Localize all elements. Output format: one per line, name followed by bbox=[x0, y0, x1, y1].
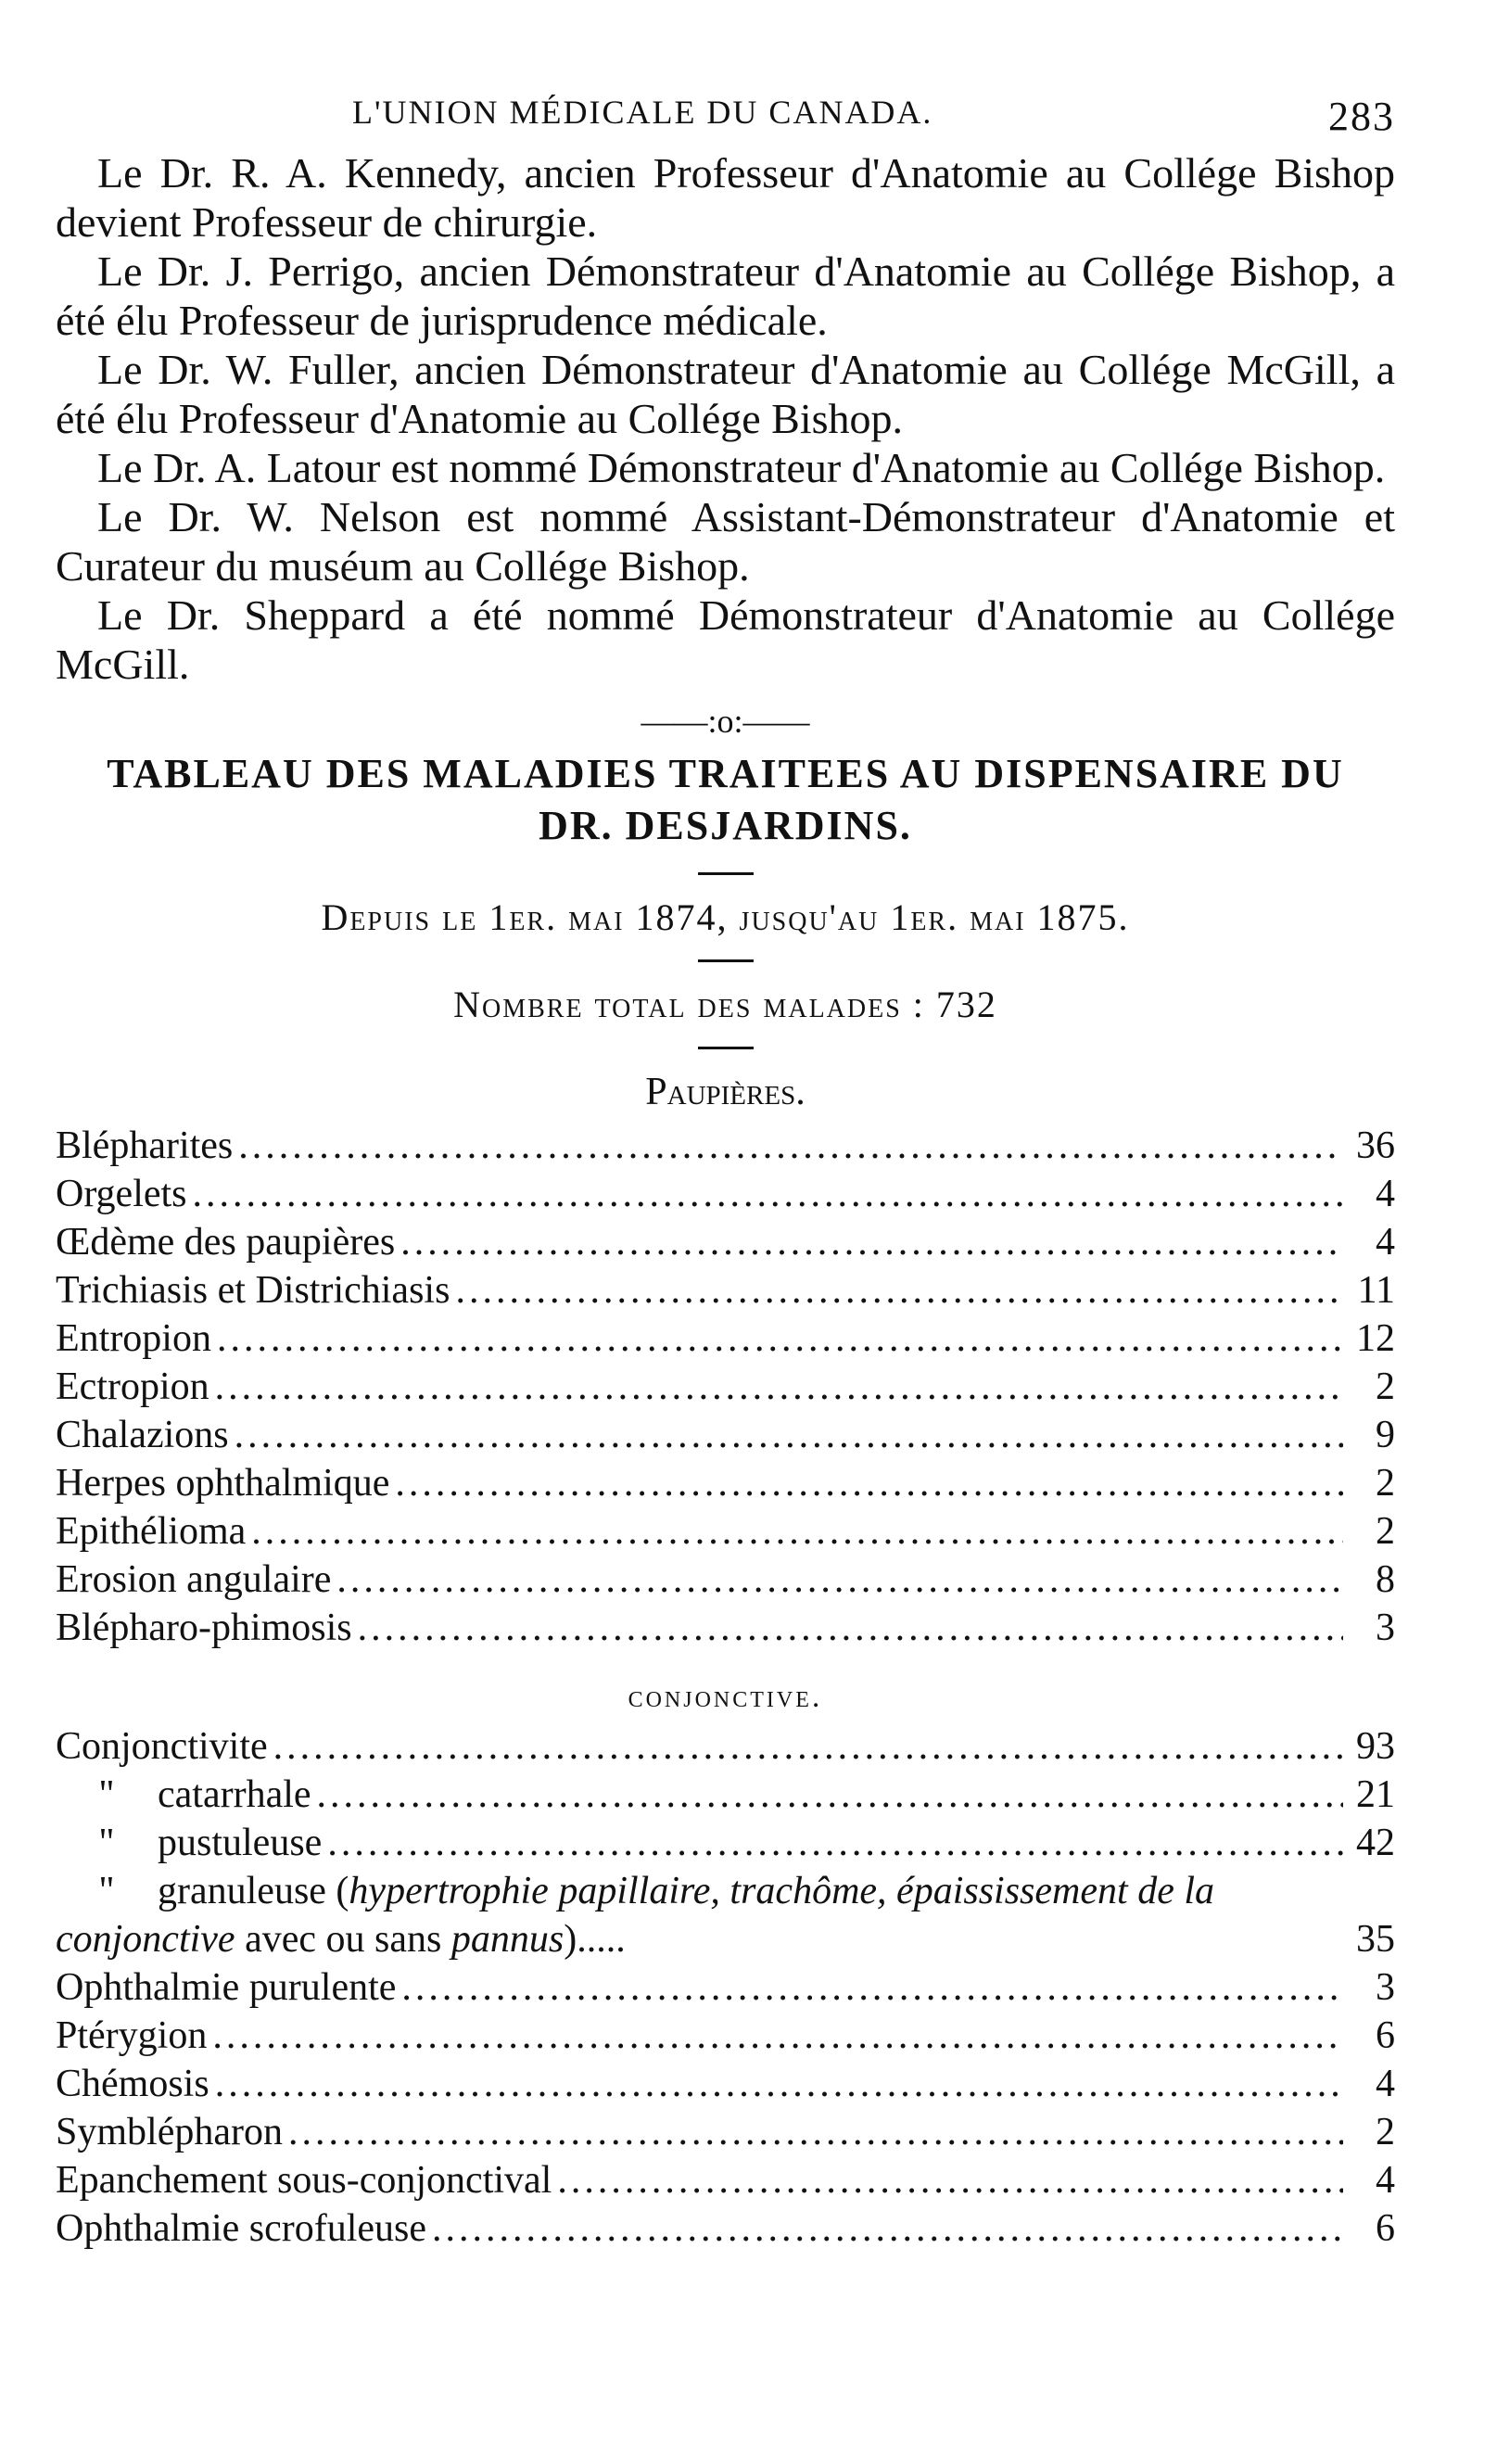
tableau-title-line1: TABLEAU DES MALADIES TRAITEES AU DISPENSAIRE DU bbox=[107, 751, 1344, 796]
table-row: Ectropion ..... 2 bbox=[56, 1363, 1395, 1411]
appointment-paragraph: Le Dr. R. A. Kennedy, ancien Professeur d'Anatomie au Collége Bishop devient Professeur de chirurgie. bbox=[56, 149, 1395, 246]
granuleuse-entry: " granuleuse (hypertrophie papillaire, trachôme, épaississement de la conjonctive avec ou sans pannus)..... bbox=[56, 1867, 1349, 1963]
table-row: Orgelets ..... 4 bbox=[56, 1170, 1395, 1218]
tableau-title-line2: DR. DESJARDINS. bbox=[539, 803, 912, 848]
appointments-block bbox=[56, 148, 1395, 689]
table-row: Entropion ..... 12 bbox=[56, 1315, 1395, 1363]
ditto-mark: " bbox=[98, 1870, 115, 1912]
table-row: Herpes ophthalmique ..... 2 bbox=[56, 1459, 1395, 1507]
section-separator: ——:o:—— bbox=[641, 703, 810, 740]
ditto-mark: " bbox=[98, 1773, 115, 1816]
section-heading-conjonctive: conjonctive. bbox=[628, 1680, 823, 1714]
table-row: Erosion angulaire ..... 8 bbox=[56, 1556, 1395, 1604]
appointment-paragraph: Le Dr. W. Fuller, ancien Démonstrateur d'Anatomie au Collége McGill, a été élu Professeur d'Anatomie au Collége Bishop. bbox=[56, 346, 1395, 442]
total-line bbox=[56, 983, 1395, 1026]
table-row: Blépharites ..... 36 bbox=[56, 1122, 1395, 1170]
table-row: Blépharo-phimosis ..... 3 bbox=[56, 1604, 1395, 1652]
table-row: " pustuleuse ..... 42 bbox=[56, 1819, 1395, 1867]
total-label: Nombre total des malades : bbox=[453, 984, 925, 1025]
table-row: Epithélioma ..... 2 bbox=[56, 1507, 1395, 1556]
divider bbox=[698, 959, 754, 962]
appointment-paragraph: Le Dr. W. Nelson est nommé Assistant-Démonstrateur d'Anatomie et Curateur du muséum au Collége Bishop. bbox=[56, 493, 1395, 590]
conjonctive-list bbox=[56, 1722, 1395, 2253]
journal-title: L'UNION MÉDICALE DU CANADA. bbox=[352, 94, 933, 131]
table-row: Conjonctivite ..... 93 bbox=[56, 1722, 1395, 1771]
appointment-paragraph: Le Dr. A. Latour est nommé Démonstrateur d'Anatomie au Collége Bishop. bbox=[97, 444, 1386, 491]
table-row: Symblépharon ..... 2 bbox=[56, 2108, 1395, 2156]
total-value: 732 bbox=[935, 984, 997, 1025]
period-line: Depuis le 1er. mai 1874, jusqu'au 1er. mai 1875. bbox=[321, 896, 1130, 938]
table-row: " granuleuse (hypertrophie papillaire, trachôme, épaississement de la conjonctive avec ou sans pannus)..... 35 bbox=[56, 1867, 1395, 1963]
table-row: Epanchement sous-conjonctival ..... 4 bbox=[56, 2156, 1395, 2204]
divider bbox=[698, 872, 754, 875]
table-row: Trichiasis et Districhiasis ..... 11 bbox=[56, 1266, 1395, 1315]
table-row: Ptérygion ..... 6 bbox=[56, 2012, 1395, 2060]
table-row: Chémosis ..... 4 bbox=[56, 2060, 1395, 2108]
appointment-paragraph: Le Dr. J. Perrigo, ancien Démonstrateur d'Anatomie au Collége Bishop, a été élu Professeur de jurisprudence médicale. bbox=[56, 248, 1395, 344]
table-row: Chalazions ..... 9 bbox=[56, 1411, 1395, 1459]
paupieres-list bbox=[56, 1122, 1395, 1652]
section-heading-paupieres: Paupières. bbox=[645, 1071, 806, 1113]
appointment-paragraph: Le Dr. Sheppard a été nommé Démonstrateur d'Anatomie au Collége McGill. bbox=[56, 591, 1395, 688]
table-row: Ophthalmie purulente ..... 3 bbox=[56, 1963, 1395, 2012]
ditto-mark: " bbox=[98, 1822, 115, 1864]
table-row: Œdème des paupières ..... 4 bbox=[56, 1218, 1395, 1266]
page-number: 283 bbox=[1328, 94, 1395, 139]
table-row: Ophthalmie scrofuleuse ..... 6 bbox=[56, 2204, 1395, 2253]
running-head bbox=[56, 93, 1395, 148]
divider bbox=[698, 1047, 754, 1049]
table-row: " catarrhale ..... 21 bbox=[56, 1771, 1395, 1819]
